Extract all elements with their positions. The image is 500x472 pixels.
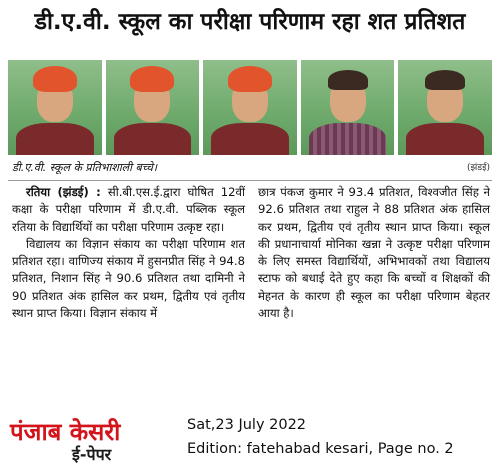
divider: [8, 180, 492, 181]
article-text: सी.बी.एस.ई.द्वारा घोषित 12वीं कक्षा के परीक्षा परिणाम में डी.ए.वी. पब्लिक स्कूल रतिया के विद्यार्थियों का परीक्षा परिणाम उत्कृष्ट रहा।: [12, 185, 245, 234]
student-photo: [203, 60, 297, 155]
student-photo: [106, 60, 200, 155]
article-paragraph: [12, 184, 245, 236]
article-column-left: [12, 184, 245, 322]
student-photo: [398, 60, 492, 155]
photo-credit: (झंडई): [466, 163, 490, 173]
brand-name: पंजाब केसरी: [10, 417, 121, 446]
publication-date: Sat,23 July 2022: [187, 417, 307, 433]
photo-caption: डी.ए.वी. स्कूल के प्रतिभाशाली बच्चे।: [12, 161, 158, 174]
article-paragraph: विद्यालय का विज्ञान संकाय का परीक्षा परिणाम शत प्रतिशत रहा। वाणिज्य संकाय में हुसनप्रीत सिंह ने 94.8 प्रतिशत, निशान सिंह ने 90.6 प्रतिशत तथा दामिनी ने 90 प्रतिशत अंक हासिल कर प्रथम, द्वितीय एवं तृतीय स्थान प्राप्त किया। विज्ञान संकाय में: [12, 236, 245, 321]
photo-caption-row: [12, 160, 490, 178]
epaper-footer: [0, 415, 500, 472]
epaper-label: ई-पेपर: [72, 445, 112, 464]
student-photo: [301, 60, 395, 155]
dateline: रतिया (झंडई) :: [26, 185, 101, 199]
edition-info: Edition: fatehabad kesari, Page no. 2: [187, 441, 454, 457]
student-photos: [8, 60, 492, 155]
headline: डी.ए.वी. स्कूल का परीक्षा परिणाम रहा शत प्रतिशत: [34, 9, 466, 35]
punjab-kesari-logo: [10, 415, 170, 467]
article-paragraph: छात्र पंकज कुमार ने 93.4 प्रतिशत, विश्वजीत सिंह ने 92.6 प्रतिशत तथा राहुल ने 88 प्रतिशत अंक हासिल कर प्रथम, द्वितीय एवं तृतीय स्थान प्राप्त किया। स्कूल की प्रधानाचार्या मोनिका खन्ना ने उत्कृष्ट परीक्षा परिणाम के लिए समस्त विद्यार्थियों, अभिभावकों तथा विद्यालय स्टाफ को बधाई देते हुए कहा कि बच्चों व शिक्षकों की मेहनत के कारण ही स्कूल का परीक्षा परिणाम बेहतर आया है।: [258, 185, 490, 321]
article-column-right: [258, 184, 490, 322]
student-photo: [8, 60, 102, 155]
